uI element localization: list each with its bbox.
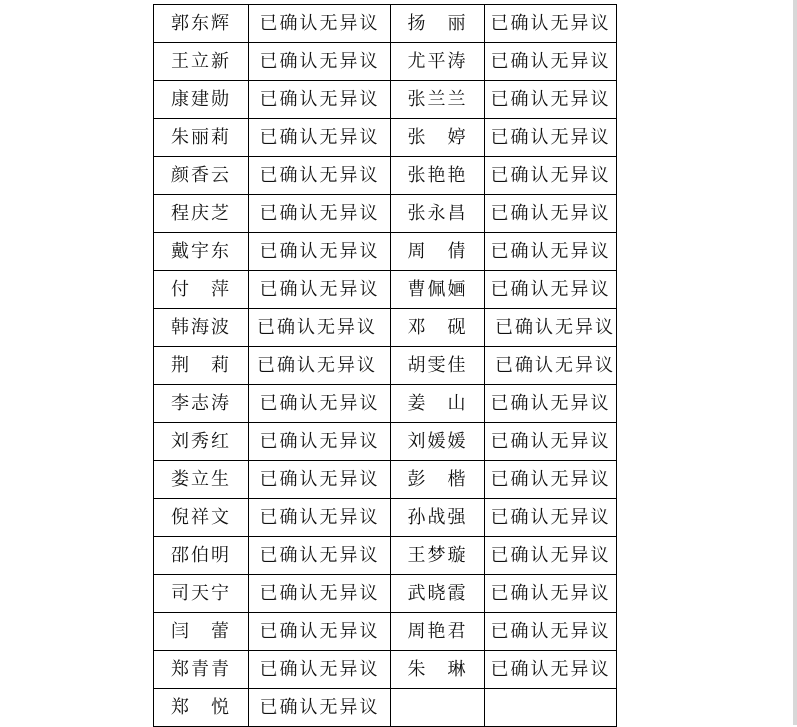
status-cell: 已确认无异议 xyxy=(485,461,617,499)
name-cell: 孙战强 xyxy=(391,499,485,537)
name-cell: 刘秀红 xyxy=(154,423,249,461)
table-row xyxy=(154,119,617,157)
name-cell: 彭 楷 xyxy=(391,461,485,499)
status-cell: 已确认无异议 xyxy=(249,81,391,119)
status-cell: 已确认无异议 xyxy=(249,461,391,499)
table-row xyxy=(154,271,617,309)
name-cell: 王梦璇 xyxy=(391,537,485,575)
name-cell: 张永昌 xyxy=(391,195,485,233)
name-cell: 曹佩婳 xyxy=(391,271,485,309)
status-cell: 已确认无异议 xyxy=(249,651,391,689)
name-cell: 周 倩 xyxy=(391,233,485,271)
name-cell: 扬 丽 xyxy=(391,5,485,43)
name-cell: 倪祥文 xyxy=(154,499,249,537)
status-cell: 已确认无异议 xyxy=(249,499,391,537)
table-row xyxy=(154,499,617,537)
status-cell: 已确认无异议 xyxy=(249,613,391,651)
name-cell: 戴宇东 xyxy=(154,233,249,271)
confirmation-table xyxy=(153,4,617,727)
name-cell: 娄立生 xyxy=(154,461,249,499)
table-row xyxy=(154,651,617,689)
status-cell: 已确认无异议 xyxy=(249,575,391,613)
name-cell: 武晓霞 xyxy=(391,575,485,613)
status-cell: 已确认无异议 xyxy=(249,537,391,575)
name-cell: 司天宁 xyxy=(154,575,249,613)
empty-cell xyxy=(485,689,617,727)
status-cell: 已确认无异议 xyxy=(485,81,617,119)
status-cell: 已确认无异议 xyxy=(249,271,391,309)
status-cell: 已确认无异议 xyxy=(485,385,617,423)
name-cell: 李志涛 xyxy=(154,385,249,423)
table-row xyxy=(154,233,617,271)
name-cell: 张 婷 xyxy=(391,119,485,157)
table-row xyxy=(154,423,617,461)
table-row xyxy=(154,613,617,651)
table-row xyxy=(154,347,617,385)
name-cell: 胡雯佳 xyxy=(391,347,485,385)
status-cell: 已确认无异议 xyxy=(485,537,617,575)
status-cell: 已确认无异议 xyxy=(485,423,617,461)
name-cell: 郑青青 xyxy=(154,651,249,689)
name-cell: 程庆芝 xyxy=(154,195,249,233)
status-cell: 已确认无异议 xyxy=(249,119,391,157)
status-cell: 已确认无异议 xyxy=(485,233,617,271)
name-cell: 周艳君 xyxy=(391,613,485,651)
status-cell: 已确认无异议 xyxy=(485,347,617,385)
name-cell: 朱 琳 xyxy=(391,651,485,689)
status-cell: 已确认无异议 xyxy=(485,5,617,43)
name-cell: 康建勋 xyxy=(154,81,249,119)
name-cell: 韩海波 xyxy=(154,309,249,347)
status-cell: 已确认无异议 xyxy=(249,43,391,81)
name-cell: 张艳艳 xyxy=(391,157,485,195)
status-cell: 已确认无异议 xyxy=(249,195,391,233)
status-cell: 已确认无异议 xyxy=(249,157,391,195)
status-cell: 已确认无异议 xyxy=(485,499,617,537)
name-cell: 闫 蕾 xyxy=(154,613,249,651)
name-cell: 颜香云 xyxy=(154,157,249,195)
status-cell: 已确认无异议 xyxy=(249,309,391,347)
status-cell: 已确认无异议 xyxy=(485,119,617,157)
table-row xyxy=(154,5,617,43)
table-row xyxy=(154,385,617,423)
name-cell: 荆 莉 xyxy=(154,347,249,385)
status-cell: 已确认无异议 xyxy=(485,575,617,613)
name-cell: 朱丽莉 xyxy=(154,119,249,157)
name-cell: 郭东辉 xyxy=(154,5,249,43)
name-cell: 姜 山 xyxy=(391,385,485,423)
name-cell: 张兰兰 xyxy=(391,81,485,119)
status-cell: 已确认无异议 xyxy=(485,613,617,651)
status-cell: 已确认无异议 xyxy=(485,157,617,195)
status-cell: 已确认无异议 xyxy=(485,43,617,81)
status-cell: 已确认无异议 xyxy=(485,651,617,689)
name-cell: 邵伯明 xyxy=(154,537,249,575)
table-row xyxy=(154,309,617,347)
name-cell: 郑 悦 xyxy=(154,689,249,727)
page-edge xyxy=(793,0,797,725)
name-cell: 付 萍 xyxy=(154,271,249,309)
status-cell: 已确认无异议 xyxy=(249,347,391,385)
status-cell: 已确认无异议 xyxy=(249,689,391,727)
empty-cell xyxy=(391,689,485,727)
table-row xyxy=(154,157,617,195)
name-cell: 刘媛媛 xyxy=(391,423,485,461)
table-row xyxy=(154,195,617,233)
status-cell: 已确认无异议 xyxy=(485,271,617,309)
table-row xyxy=(154,461,617,499)
name-cell: 尤平涛 xyxy=(391,43,485,81)
table-row xyxy=(154,537,617,575)
table-row xyxy=(154,689,617,727)
status-cell: 已确认无异议 xyxy=(249,423,391,461)
table-row xyxy=(154,81,617,119)
status-cell: 已确认无异议 xyxy=(249,5,391,43)
status-cell: 已确认无异议 xyxy=(249,385,391,423)
name-cell: 邓 砚 xyxy=(391,309,485,347)
table-row xyxy=(154,43,617,81)
name-cell: 王立新 xyxy=(154,43,249,81)
table-row xyxy=(154,575,617,613)
status-cell: 已确认无异议 xyxy=(485,309,617,347)
status-cell: 已确认无异议 xyxy=(485,195,617,233)
status-cell: 已确认无异议 xyxy=(249,233,391,271)
